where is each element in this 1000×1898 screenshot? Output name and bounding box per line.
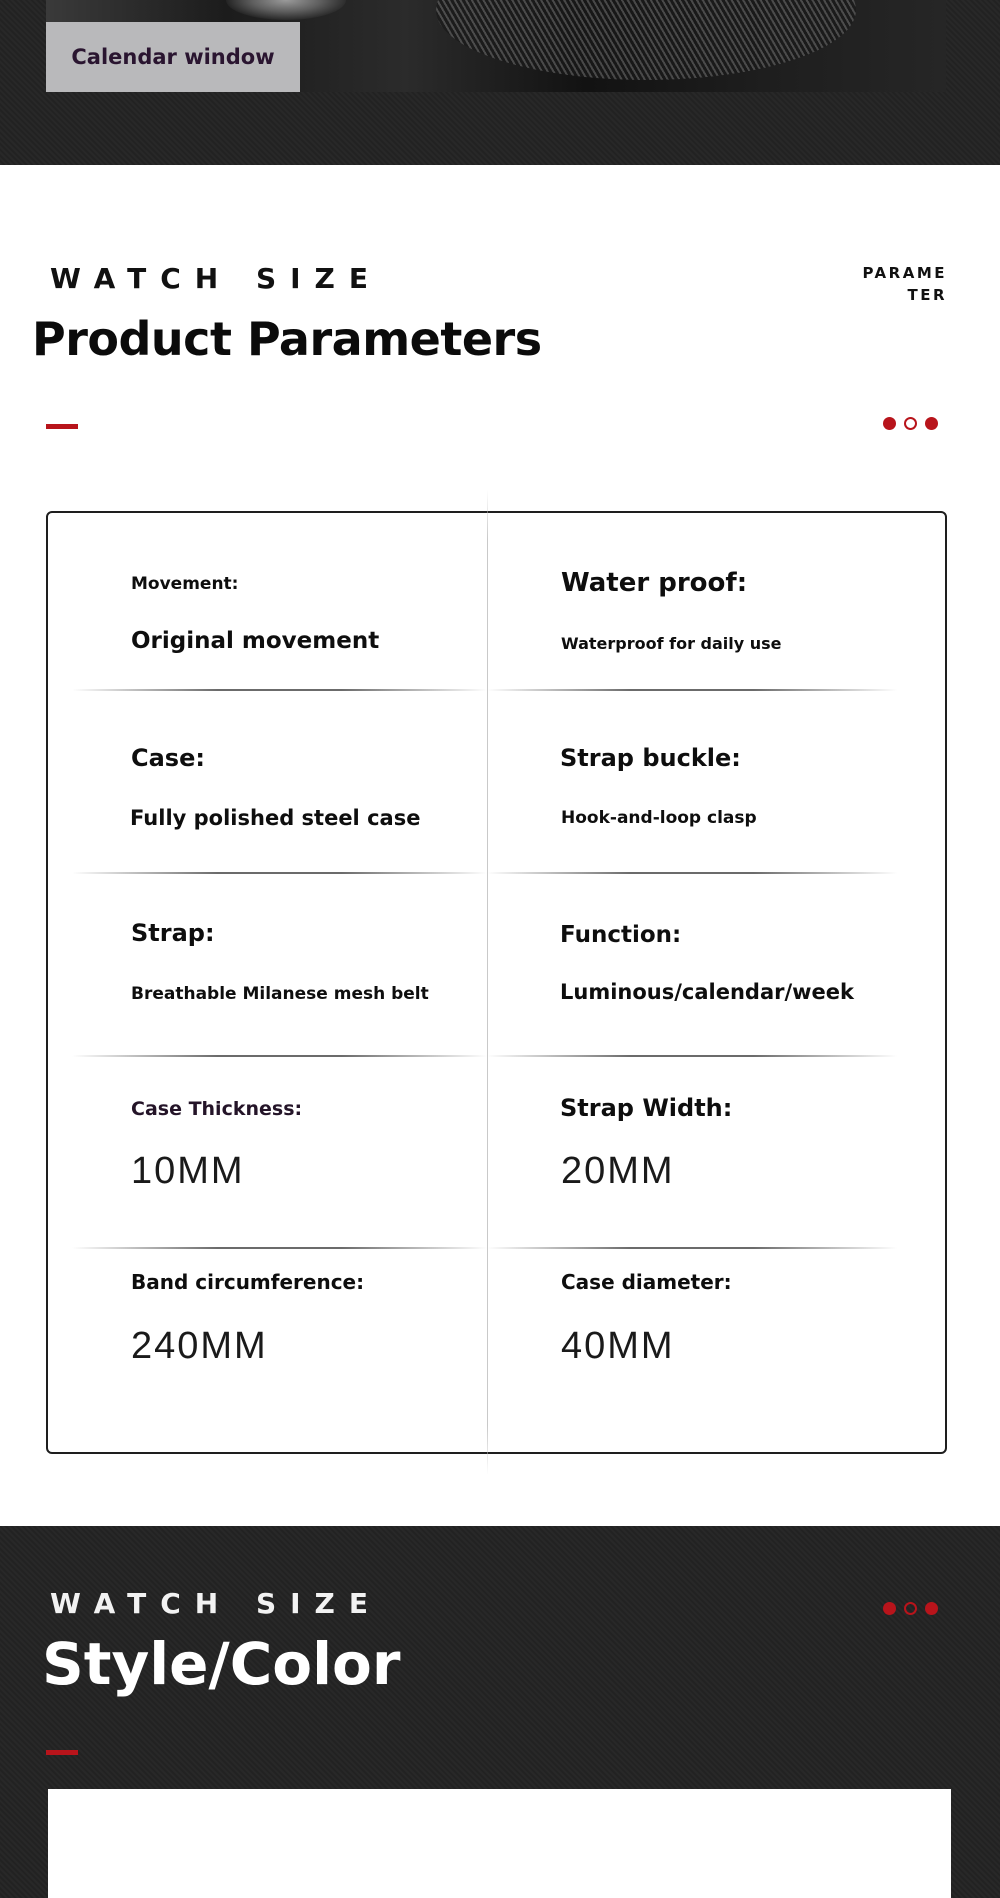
watch-highlight (226, 0, 346, 20)
style-color-card (48, 1789, 951, 1898)
strap-buckle-label: Strap buckle: (560, 744, 741, 772)
water-proof-value: Waterproof for daily use (561, 634, 782, 653)
style-color-title: Style/Color (42, 1630, 401, 1698)
ring-dot-icon (904, 417, 917, 430)
column-divider (487, 490, 488, 1475)
red-accent-dash-dark (46, 1750, 78, 1755)
row-divider (487, 1247, 897, 1249)
red-accent-dash (46, 424, 78, 429)
case-diameter-label: Case diameter: (561, 1270, 732, 1294)
function-value: Luminous/calendar/week (560, 980, 854, 1004)
row-divider (487, 689, 897, 691)
case-diameter-value: 40MM (561, 1325, 675, 1367)
case-value: Fully polished steel case (130, 806, 421, 830)
product-parameters-title: Product Parameters (32, 312, 542, 366)
decorative-dots (883, 417, 938, 430)
strap-value: Breathable Milanese mesh belt (131, 984, 429, 1004)
row-divider (72, 872, 487, 874)
water-proof-label: Water proof: (561, 568, 748, 598)
dot-icon (925, 417, 938, 430)
watch-size-eyebrow: WATCH SIZE (50, 262, 382, 295)
band-circumference-label: Band circumference: (131, 1270, 365, 1294)
strap-width-value: 20MM (561, 1150, 675, 1192)
row-divider (72, 1055, 487, 1057)
band-circumference-value: 240MM (131, 1325, 268, 1367)
row-divider (487, 1055, 897, 1057)
dot-icon (925, 1602, 938, 1615)
row-divider (72, 1247, 487, 1249)
calendar-window-label: Calendar window (46, 22, 300, 92)
parameter-corner-line-2: TER (907, 286, 947, 304)
ring-dot-icon (904, 1602, 917, 1615)
strap-label: Strap: (131, 919, 215, 947)
row-divider (72, 689, 487, 691)
parameter-corner-line-1: PARAME (862, 264, 947, 282)
parameter-corner-label (837, 262, 947, 306)
movement-value: Original movement (131, 628, 380, 654)
dot-icon (883, 1602, 896, 1615)
strap-width-label: Strap Width: (560, 1094, 733, 1122)
mesh-strap-image (436, 0, 856, 80)
decorative-dots-dark (883, 1602, 938, 1615)
case-thickness-value: 10MM (131, 1150, 245, 1192)
case-thickness-label: Case Thickness: (131, 1098, 303, 1120)
dot-icon (883, 417, 896, 430)
strap-buckle-value: Hook-and-loop clasp (561, 808, 757, 828)
movement-label: Movement: (131, 574, 239, 594)
watch-size-eyebrow-dark: WATCH SIZE (50, 1587, 382, 1620)
function-label: Function: (560, 922, 682, 948)
row-divider (487, 872, 897, 874)
case-label: Case: (131, 744, 205, 772)
